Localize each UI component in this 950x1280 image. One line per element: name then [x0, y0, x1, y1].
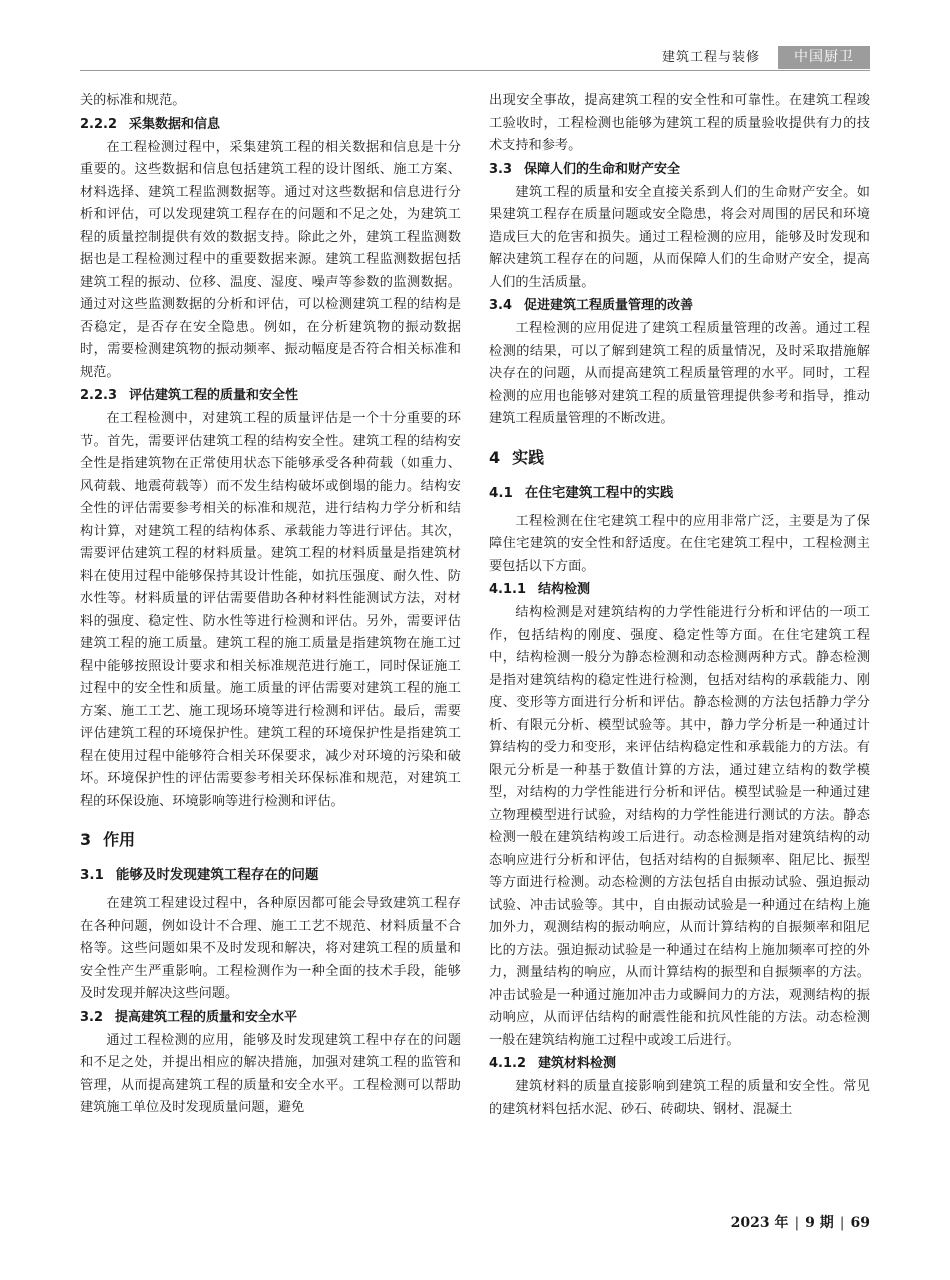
paragraph: 在建筑工程建设过程中，各种原因都可能会导致建筑工程存在各种问题，例如设计不合理、施工工艺不规范、材料质量不合格等。这些问题如果不及时发现和解决，将对建筑工程的质量和安全性产生严重影响。工程检测作为一种全面的技术手段，能够及时发现并解决这些问题。: [80, 896, 461, 1001]
paragraph: 通过工程检测的应用，能够及时发现建筑工程中存在的问题和不足之处，并提出相应的解决措施，加强对建筑工程的监管和管理，从而提高建筑工程的质量和安全水平。工程检测可以帮助建筑施工单位及时发现质量问题，避免: [80, 1032, 461, 1115]
section-heading-3-3: [489, 158, 870, 182]
page-footer: [731, 1212, 870, 1232]
paragraph: 关的标准和规范。: [80, 93, 186, 108]
brand-badge: 中国厨卫: [778, 46, 870, 69]
section-heading-4-1-1: [489, 578, 870, 602]
left-column: [80, 90, 461, 1120]
section-number: 3.4: [489, 298, 513, 313]
section-number: 4.1.2: [489, 1056, 527, 1071]
section-title: 实践: [512, 447, 545, 467]
paragraph: 工程检测在住宅建筑工程中的应用非常广泛，主要是为了保障住宅建筑的安全性和舒适度。在住宅建筑工程中，工程检测主要包括以下方面。: [489, 513, 870, 574]
section-heading-3-1: [80, 863, 461, 887]
section-title: 建筑材料检测: [538, 1056, 617, 1071]
footer-separator: |: [839, 1215, 845, 1231]
paragraph: 建筑材料的质量直接影响到建筑工程的质量和安全性。常见的建筑材料包括水泥、砂石、砖砌块、钢材、混凝土: [489, 1079, 870, 1117]
section-heading-4-1: [489, 481, 870, 505]
paragraph: 在工程检测中，对建筑工程的质量评估是一个十分重要的环节。首先，需要评估建筑工程的结构安全性。建筑工程的结构安全性是指建筑物在正常使用状态下能够承受各种荷载（如重力、风荷载、地震荷载等）而不发生结构破坏或倒塌的能力。结构安全性的评估需要参考相关的标准和规范，进行结构力学分析和结构计算，对建筑工程的结构体系、承载能力等进行评估。其次，需要评估建筑工程的材料质量。建筑工程的材料质量是指建筑材料在使用过程中能够保持其设计性能，如抗压强度、耐久性、防水性等。材料质量的评估需要借助各种材料性能测试方法，对材料的强度、稳定性、防水性等进行检测和评估。另外，需要评估建筑工程的施工质量。建筑工程的施工质量是指建筑物在施工过程中能够按照设计要求和相关标准规范进行施工，同时保证施工过程中的安全性和质量。施工质量的评估需要对建筑工程的施工方案、施工工艺、施工现场环境等进行检测和评估。最后，需要评估建筑工程的环境保护性。建筑工程的环境保护性是指建筑工程在使用过程中能够符合相关环保要求，减少对环境的污染和破坏。环境保护性的评估需要参考相关环保标准和规范，对建筑工程的环保设施、环境影响等进行检测和评估。: [80, 411, 461, 809]
paragraph: 出现安全事故，提高建筑工程的安全性和可靠性。在建筑工程竣工验收时，工程检测也能够为建筑工程的质量验收提供有力的技术支持和参考。: [489, 93, 870, 153]
paragraph: 结构检测是对建筑结构的力学性能进行分析和评估的一项工作，包括结构的刚度、强度、稳定性等方面。在住宅建筑工程中，结构检测一般分为静态检测和动态检测两种方式。静态检测是指对建筑结构的稳定性进行检测，包括对结构的承载能力、刚度、变形等方面进行分析和评估。静态检测的方法包括静力学分析、有限元分析、模型试验等。其中，静力学分析是一种通过计算结构的受力和变形，来评估结构稳定性和承载能力的方法。有限元分析是一种基于数值计算的方法，通过建立结构的数学模型，对结构的力学性能进行分析和评估。模型试验是一种通过建立物理模型进行试验，对结构的力学性能进行测试的方法。静态检测一般在建筑结构竣工后进行。动态检测是指对建筑结构的动态响应进行分析和评估，包括对结构的自振频率、阻尼比、振型等方面进行检测。动态检测的方法包括自由振动试验、强迫振动试验、冲击试验等。其中，自由振动试验是一种通过在结构上施加外力，观测结构的振动响应，从而计算结构的自振频率和阻尼比的方法。强迫振动试验是一种通过在结构上施加频率可控的外力，测量结构的响应，从而计算结构的振型和自振频率的方法。冲击试验是一种通过施加冲击力或瞬间力的方法，观测结构的振动响应，从而评估结构的耐震性能和抗风性能的方法。动态检测一般在建筑结构施工过程中或竣工后进行。: [489, 605, 870, 1048]
paragraph: 工程检测的应用促进了建筑工程质量管理的改善。通过工程检测的结果，可以了解到建筑工程的质量情况，及时采取措施解决存在的问题，从而提高建筑工程质量管理的水平。同时，工程检测的应用也能够对建筑工程的质量管理提供参考和指导，推动建筑工程质量管理的不断改进。: [489, 321, 870, 426]
section-number: 4: [489, 447, 501, 467]
section-number: 4.1.1: [489, 582, 527, 597]
section-title: 提高建筑工程的质量和安全水平: [115, 1009, 298, 1025]
section-number: 4.1: [489, 484, 513, 501]
header-rule: [80, 70, 870, 71]
section-heading-4-1-2: [489, 1052, 870, 1076]
section-number: 3.1: [80, 867, 104, 883]
section-title: 采集数据和信息: [129, 116, 221, 132]
section-title: 评估建筑工程的质量和安全性: [129, 388, 299, 403]
section-title: 在住宅建筑工程中的实践: [524, 484, 674, 501]
journal-name: 建筑工程与装修: [661, 50, 760, 65]
section-number: 3.3: [489, 161, 513, 177]
section-title: 保障人们的生命和财产安全: [524, 161, 681, 177]
section-heading-3-4: [489, 294, 870, 318]
section-heading-3: [80, 827, 461, 853]
section-heading-2-2-2: [80, 113, 461, 137]
footer-separator: |: [794, 1215, 800, 1231]
issue-number: 9 期: [805, 1215, 834, 1231]
right-column: [489, 90, 870, 1121]
section-heading-4: [489, 445, 870, 471]
section-number: 3: [80, 830, 92, 849]
section-title: 作用: [103, 830, 136, 849]
section-title: 促进建筑工程质量管理的改善: [524, 298, 694, 313]
page-number: 69: [850, 1215, 870, 1231]
section-number: 3.2: [80, 1009, 104, 1025]
paragraph: 在工程检测过程中，采集建筑工程的相关数据和信息是十分重要的。这些数据和信息包括建筑工程的设计图纸、施工方案、材料选择、建筑工程监测数据等。通过对这些数据和信息进行分析和评估，可以发现建筑工程存在的问题和不足之处，为建筑工程的质量控制提供有效的数据支持。除此之外，建筑工程监测数据也是工程检测过程中的重要数据来源。建筑工程监测数据包括建筑工程的振动、位移、温度、湿度、噪声等参数的监测数据。通过对这些监测数据的分析和评估，可以检测建筑工程的结构是否稳定，是否存在安全隐患。例如，在分析建筑物的振动数据时，需要检测建筑物的振动频率、振动幅度是否符合相关标准和规范。: [80, 139, 461, 380]
section-heading-3-2: [80, 1006, 461, 1030]
section-number: 2.2.3: [80, 388, 118, 403]
section-heading-2-2-3: [80, 384, 461, 408]
issue-year: 2023 年: [730, 1215, 789, 1231]
section-title: 结构检测: [538, 582, 591, 597]
section-title: 能够及时发现建筑工程存在的问题: [115, 867, 319, 883]
section-number: 2.2.2: [80, 116, 118, 132]
paragraph: 建筑工程的质量和安全直接关系到人们的生命财产安全。如果建筑工程存在质量问题或安全隐患，将会对周围的居民和环境造成巨大的危害和损失。通过工程检测的应用，能够及时发现和解决建筑工程存在的问题，从而保障人们的生命财产安全，提高人们的生活质量。: [489, 184, 870, 290]
